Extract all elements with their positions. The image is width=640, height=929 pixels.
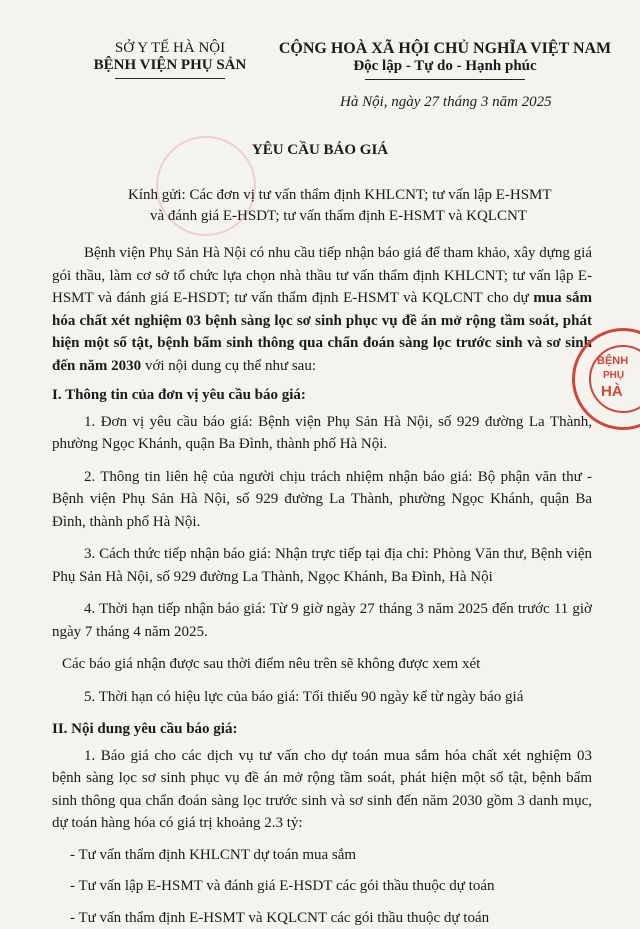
late-quote-note: Các báo giá nhận được sau thời điểm nêu trên sẽ không được xem xét: [52, 653, 592, 676]
seal-text-2: PHỤ: [603, 370, 624, 381]
service-bullet-1: - Tư vấn thẩm định KHLCNT dự toán mua sắm: [52, 844, 592, 867]
seal-text-1: BỆNH: [597, 355, 628, 367]
intro-paragraph: [52, 242, 592, 377]
section-1-item-3: 3. Cách thức tiếp nhận báo giá: Nhận trực tiếp tại địa chỉ: Phòng Văn thư, Bệnh viện Phụ Sản Hà Nội, số 929 đường La Thành, Ngọc Khánh, Ba Đình, Hà Nội: [52, 543, 592, 588]
service-bullet-3: - Tư vấn thẩm định E-HSMT và KQLCNT các gói thầu thuộc dự toán: [52, 907, 592, 929]
document-body: [52, 242, 592, 929]
section-1-item-5: 5. Thời hạn có hiệu lực của báo giá: Tối thiểu 90 ngày kể từ ngày báo giá: [52, 686, 592, 709]
recipient-line-1: Kính gửi: Các đơn vị tư vấn thẩm định KHLCNT; tư vấn lập E-HSMT: [128, 185, 598, 206]
recipient-block: [128, 185, 598, 227]
section-1-heading: I. Thông tin của đơn vị yêu cầu báo giá:: [52, 384, 592, 407]
intro-bold-text: mua sắm hóa chất xét nghiệm 03 bệnh sàng lọc sơ sinh phục vụ đề án mở rộng tầm soát, phát hiện một số tật, bệnh bẩm sinh thông qua chẩn đoán sàng lọc trước sinh và sơ sinh đến năm 2030: [52, 290, 592, 374]
seal-text-3: HÀ: [601, 383, 623, 400]
intro-text-1: Bệnh viện Phụ Sản Hà Nội có nhu cầu tiếp nhận báo giá để tham khảo, xây dựng giá gói thầu, làm cơ sở tổ chức lựa chọn nhà thầu tư vấn thẩm định KHLCNT; tư vấn lập E-HSMT và đánh giá E-HSDT; tư vấn thẩm định E-HSMT và KQLCNT cho dự: [52, 245, 592, 306]
document-title: YÊU CẦU BÁO GIÁ: [0, 142, 640, 159]
national-heading: [270, 40, 620, 80]
section-1-item-2: 2. Thông tin liên hệ của người chịu trách nhiệm nhận báo giá: Bộ phận văn thư - Bệnh viện Phụ Sản Hà Nội, số 929 đường La Thành, phường Ngọc Khánh, quận Ba Đình, thành phố Hà Nội.: [52, 466, 592, 534]
service-bullet-2: - Tư vấn lập E-HSMT và đánh giá E-HSDT các gói thầu thuộc dự toán: [52, 875, 592, 898]
section-1-item-1: 1. Đơn vị yêu cầu báo giá: Bệnh viện Phụ Sản Hà Nội, số 929 đường La Thành, phường Ngọc Khánh, quận Ba Đình, thành phố Hà Nội.: [52, 411, 592, 456]
section-1-item-4: 4. Thời hạn tiếp nhận báo giá: Từ 9 giờ ngày 27 tháng 3 năm 2025 đến trước 11 giờ ngày 7 tháng 4 năm 2025.: [52, 598, 592, 643]
national-motto: Độc lập - Tự do - Hạnh phúc: [270, 58, 620, 75]
recipient-line-2: và đánh giá E-HSDT; tư vấn thẩm định E-HSMT và KQLCNT: [128, 206, 598, 227]
motto-underline: [365, 79, 525, 80]
ministry-name: SỞ Y TẾ HÀ NỘI: [70, 40, 270, 57]
issuer-underline: [115, 78, 225, 79]
hospital-name: BỆNH VIỆN PHỤ SẢN: [70, 57, 270, 74]
section-2-heading: II. Nội dung yêu cầu báo giá:: [52, 718, 592, 741]
document-date: Hà Nội, ngày 27 tháng 3 năm 2025: [340, 94, 552, 111]
section-2-paragraph: 1. Báo giá cho các dịch vụ tư vấn cho dự toán mua sắm hóa chất xét nghiệm 03 bệnh sàng lọc sơ sinh phục vụ đề án mở rộng tầm soát, phát hiện một số tật, bệnh bẩm sinh thông qua chẩn đoán sàng lọc trước sinh và sơ sinh đến năm 2030 gồm 3 danh mục, dự toán hàng hóa có giá trị khoảng 2.3 tỷ:: [52, 745, 592, 835]
intro-text-2: với nội dung cụ thể như sau:: [141, 358, 316, 374]
issuer-block: [70, 40, 270, 79]
country-name: CỘNG HOÀ XÃ HỘI CHỦ NGHĨA VIỆT NAM: [270, 40, 620, 58]
